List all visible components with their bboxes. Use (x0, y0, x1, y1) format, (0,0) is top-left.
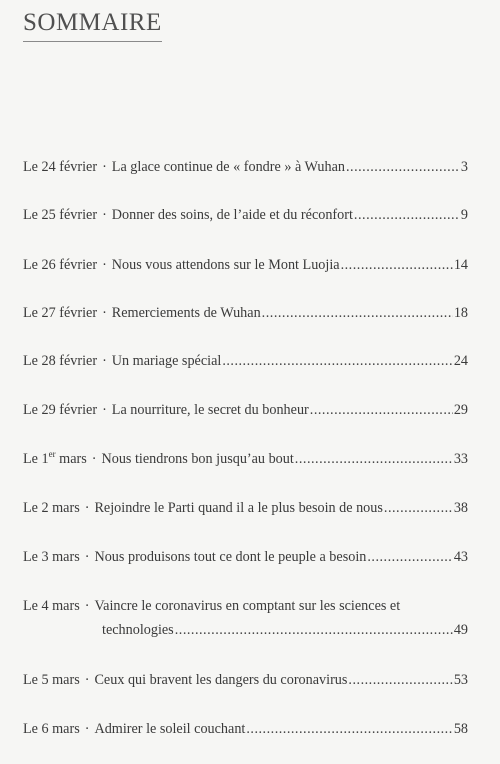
entry-separator: · (84, 549, 90, 565)
entry-title: La nourriture, le secret du bonheur (111, 402, 309, 418)
entry-page-number: 18 (453, 305, 468, 321)
entry-separator: · (84, 721, 90, 737)
entry-date: Le 29 février (23, 402, 98, 418)
entry-page-number: 24 (453, 353, 468, 369)
dot-leader (310, 403, 453, 417)
entry-date: Le 27 février (23, 305, 98, 321)
toc-entry[interactable] (23, 673, 468, 687)
entry-date: Le 5 mars (23, 672, 80, 688)
entry-title: Nous tiendrons bon jusqu’au bout (101, 451, 294, 467)
entry-title: Rejoindre le Parti quand il a le plus besoin de nous (94, 500, 383, 516)
entry-date (23, 449, 87, 467)
entry-date: Le 3 mars (23, 549, 80, 565)
entry-title-line2: technologies (102, 622, 174, 639)
toc-entry[interactable] (23, 354, 468, 368)
entry-title: Donner des soins, de l’aide et du réconfort (111, 207, 353, 223)
entry-separator: · (102, 402, 107, 418)
toc-entry[interactable] (23, 258, 468, 272)
toc-entry[interactable] (23, 160, 468, 174)
entry-separator: · (84, 672, 90, 688)
entry-page-number: 9 (460, 207, 468, 223)
dot-leader (384, 501, 453, 515)
toc-entry[interactable] (23, 208, 468, 222)
entry-separator: · (102, 207, 107, 223)
entry-date: Le 26 février (23, 257, 98, 273)
toc-entry[interactable] (23, 722, 468, 736)
entry-page-number: 14 (453, 257, 468, 273)
dot-leader (341, 258, 453, 272)
entry-page-number: 29 (453, 402, 468, 418)
dot-leader (222, 354, 453, 368)
entry-title: Admirer le soleil couchant (94, 721, 246, 737)
entry-date: Le 25 février (23, 207, 98, 223)
entry-separator: · (84, 500, 90, 516)
entry-date: Le 28 février (23, 353, 98, 369)
entry-page-number: 43 (453, 549, 468, 565)
entry-page-number: 3 (460, 159, 468, 175)
date-suffix: mars (55, 451, 87, 467)
dot-leader (262, 306, 453, 320)
entry-title: Un mariage spécial (111, 353, 222, 369)
entry-title-line1: Vaincre le coronavirus en comptant sur les sciences et (94, 598, 401, 614)
date-superscript: er (48, 449, 56, 459)
entry-second-line (23, 623, 468, 637)
entry-page-number: 33 (453, 451, 468, 467)
toc-entry[interactable] (23, 403, 468, 417)
dot-leader (348, 673, 452, 687)
entry-date: Le 24 février (23, 159, 98, 175)
entry-separator: · (102, 159, 107, 175)
date-prefix: Le 1 (23, 451, 49, 467)
entry-title: La glace continue de « fondre » à Wuhan (111, 159, 345, 175)
entry-separator: · (102, 257, 107, 273)
entry-first-line (23, 599, 468, 613)
entry-page-number: 53 (453, 672, 468, 688)
entry-title: Ceux qui bravent les dangers du coronavirus (94, 672, 348, 688)
title-block (23, 10, 162, 42)
entry-title: Nous vous attendons sur le Mont Luojia (111, 257, 340, 273)
dot-leader (346, 160, 460, 174)
dot-leader (175, 623, 453, 637)
entry-separator: · (102, 353, 107, 369)
entry-date: Le 6 mars (23, 721, 80, 737)
toc-entry[interactable] (23, 599, 468, 637)
toc-entry[interactable] (23, 550, 468, 564)
page-title: SOMMAIRE (23, 10, 162, 42)
entry-separator: · (84, 598, 90, 614)
dot-leader (354, 208, 460, 222)
toc-entry[interactable] (23, 501, 468, 515)
toc-entry[interactable] (23, 306, 468, 320)
dot-leader (367, 550, 452, 564)
entry-title: Remerciements de Wuhan (111, 305, 261, 321)
entry-separator: · (91, 451, 97, 467)
dot-leader (246, 722, 452, 736)
entry-page-number: 58 (453, 721, 468, 737)
entry-date: Le 2 mars (23, 500, 80, 516)
entry-separator: · (102, 305, 107, 321)
entry-page-number: 49 (453, 622, 468, 639)
entry-title: Nous produisons tout ce dont le peuple a besoin (94, 549, 367, 565)
toc-entry[interactable] (23, 449, 468, 467)
entry-date: Le 4 mars (23, 598, 80, 614)
entry-page-number: 38 (453, 500, 468, 516)
dot-leader (295, 452, 453, 466)
